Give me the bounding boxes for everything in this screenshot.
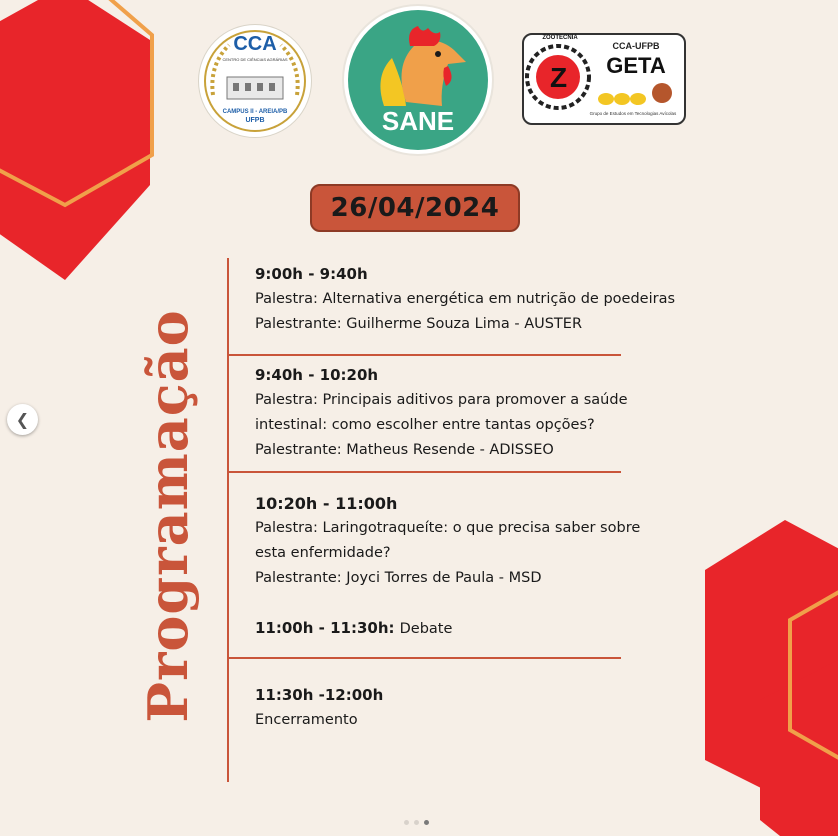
timeline-divider [228,354,621,356]
schedule-item [255,363,745,463]
carousel-dot[interactable] [414,820,419,825]
top-left-red-hexagon [0,0,150,280]
side-title-programacao: Programação [136,309,200,723]
timeline-divider [228,471,621,473]
bottom-right-orange-outline [790,580,838,770]
schedule-item-closing [255,683,745,733]
schedule-talk: Palestra: Laringotraqueíte: o que precisa saber sobre [255,520,641,536]
schedule-talk: Palestra: Alternativa energética em nutrição de poedeiras [255,291,676,307]
schedule-time: 9:00h - 9:40h [255,265,368,283]
schedule-item-debate [255,616,745,642]
sane-logo [344,6,492,154]
carousel-prev-button[interactable] [7,404,38,435]
cca-logo-campus: CAMPUS II - AREIA/PB [222,109,288,115]
cca-logo-title: CCA [233,33,277,55]
geta-logo-org: CCA-UFPB [612,41,660,51]
schedule-talk-cont: intestinal: como escolher entre tantas opções? [255,417,595,433]
schedule-talk: Palestra: Principais aditivos para promover a saúde [255,392,628,408]
timeline-vertical-line [227,258,229,782]
schedule-debate-text: Debate [399,621,453,637]
bottom-right-red-hexagon-2 [760,660,838,836]
schedule-speaker: Palestrante: Guilherme Souza Lima - AUSTER [255,316,583,332]
date-badge: 26/04/2024 [310,184,520,232]
cca-logo-uni: UFPB [245,117,265,124]
carousel-dot-active[interactable] [424,820,429,825]
sane-logo-label: SANE [381,106,455,136]
carousel-dots [404,820,429,825]
chevron-left-icon: ❮ [15,410,30,429]
geta-logo [522,33,686,125]
geta-logo-ring: ZOOTECNIA [542,35,578,41]
schedule-talk-cont: esta enfermidade? [255,545,391,561]
schedule-speaker: Palestrante: Matheus Resende - ADISSEO [255,442,554,458]
timeline-divider [228,657,621,659]
schedule-time: 9:40h - 10:20h [255,366,379,384]
schedule-item [255,262,745,337]
carousel-dot[interactable] [404,820,409,825]
schedule-time: 10:20h - 11:00h [255,494,398,513]
cca-logo-subtitle: CENTRO DE CIÊNCIAS AGRÁRIAS [222,57,288,62]
schedule-time: 11:00h - 11:30h: [255,619,395,637]
top-left-orange-outline [0,0,152,205]
schedule-time: 11:30h -12:00h [255,686,384,704]
svg-text:Z: Z [550,62,568,93]
schedule-speaker: Palestrante: Joyci Torres de Paula - MSD [255,570,542,586]
schedule-closing-text: Encerramento [255,712,358,728]
cca-logo [198,24,312,138]
schedule-item [255,491,745,591]
geta-logo-title: GETA [606,53,666,78]
geta-logo-caption: Grupo de Estudos em Tecnologias Avícolas [589,111,677,116]
